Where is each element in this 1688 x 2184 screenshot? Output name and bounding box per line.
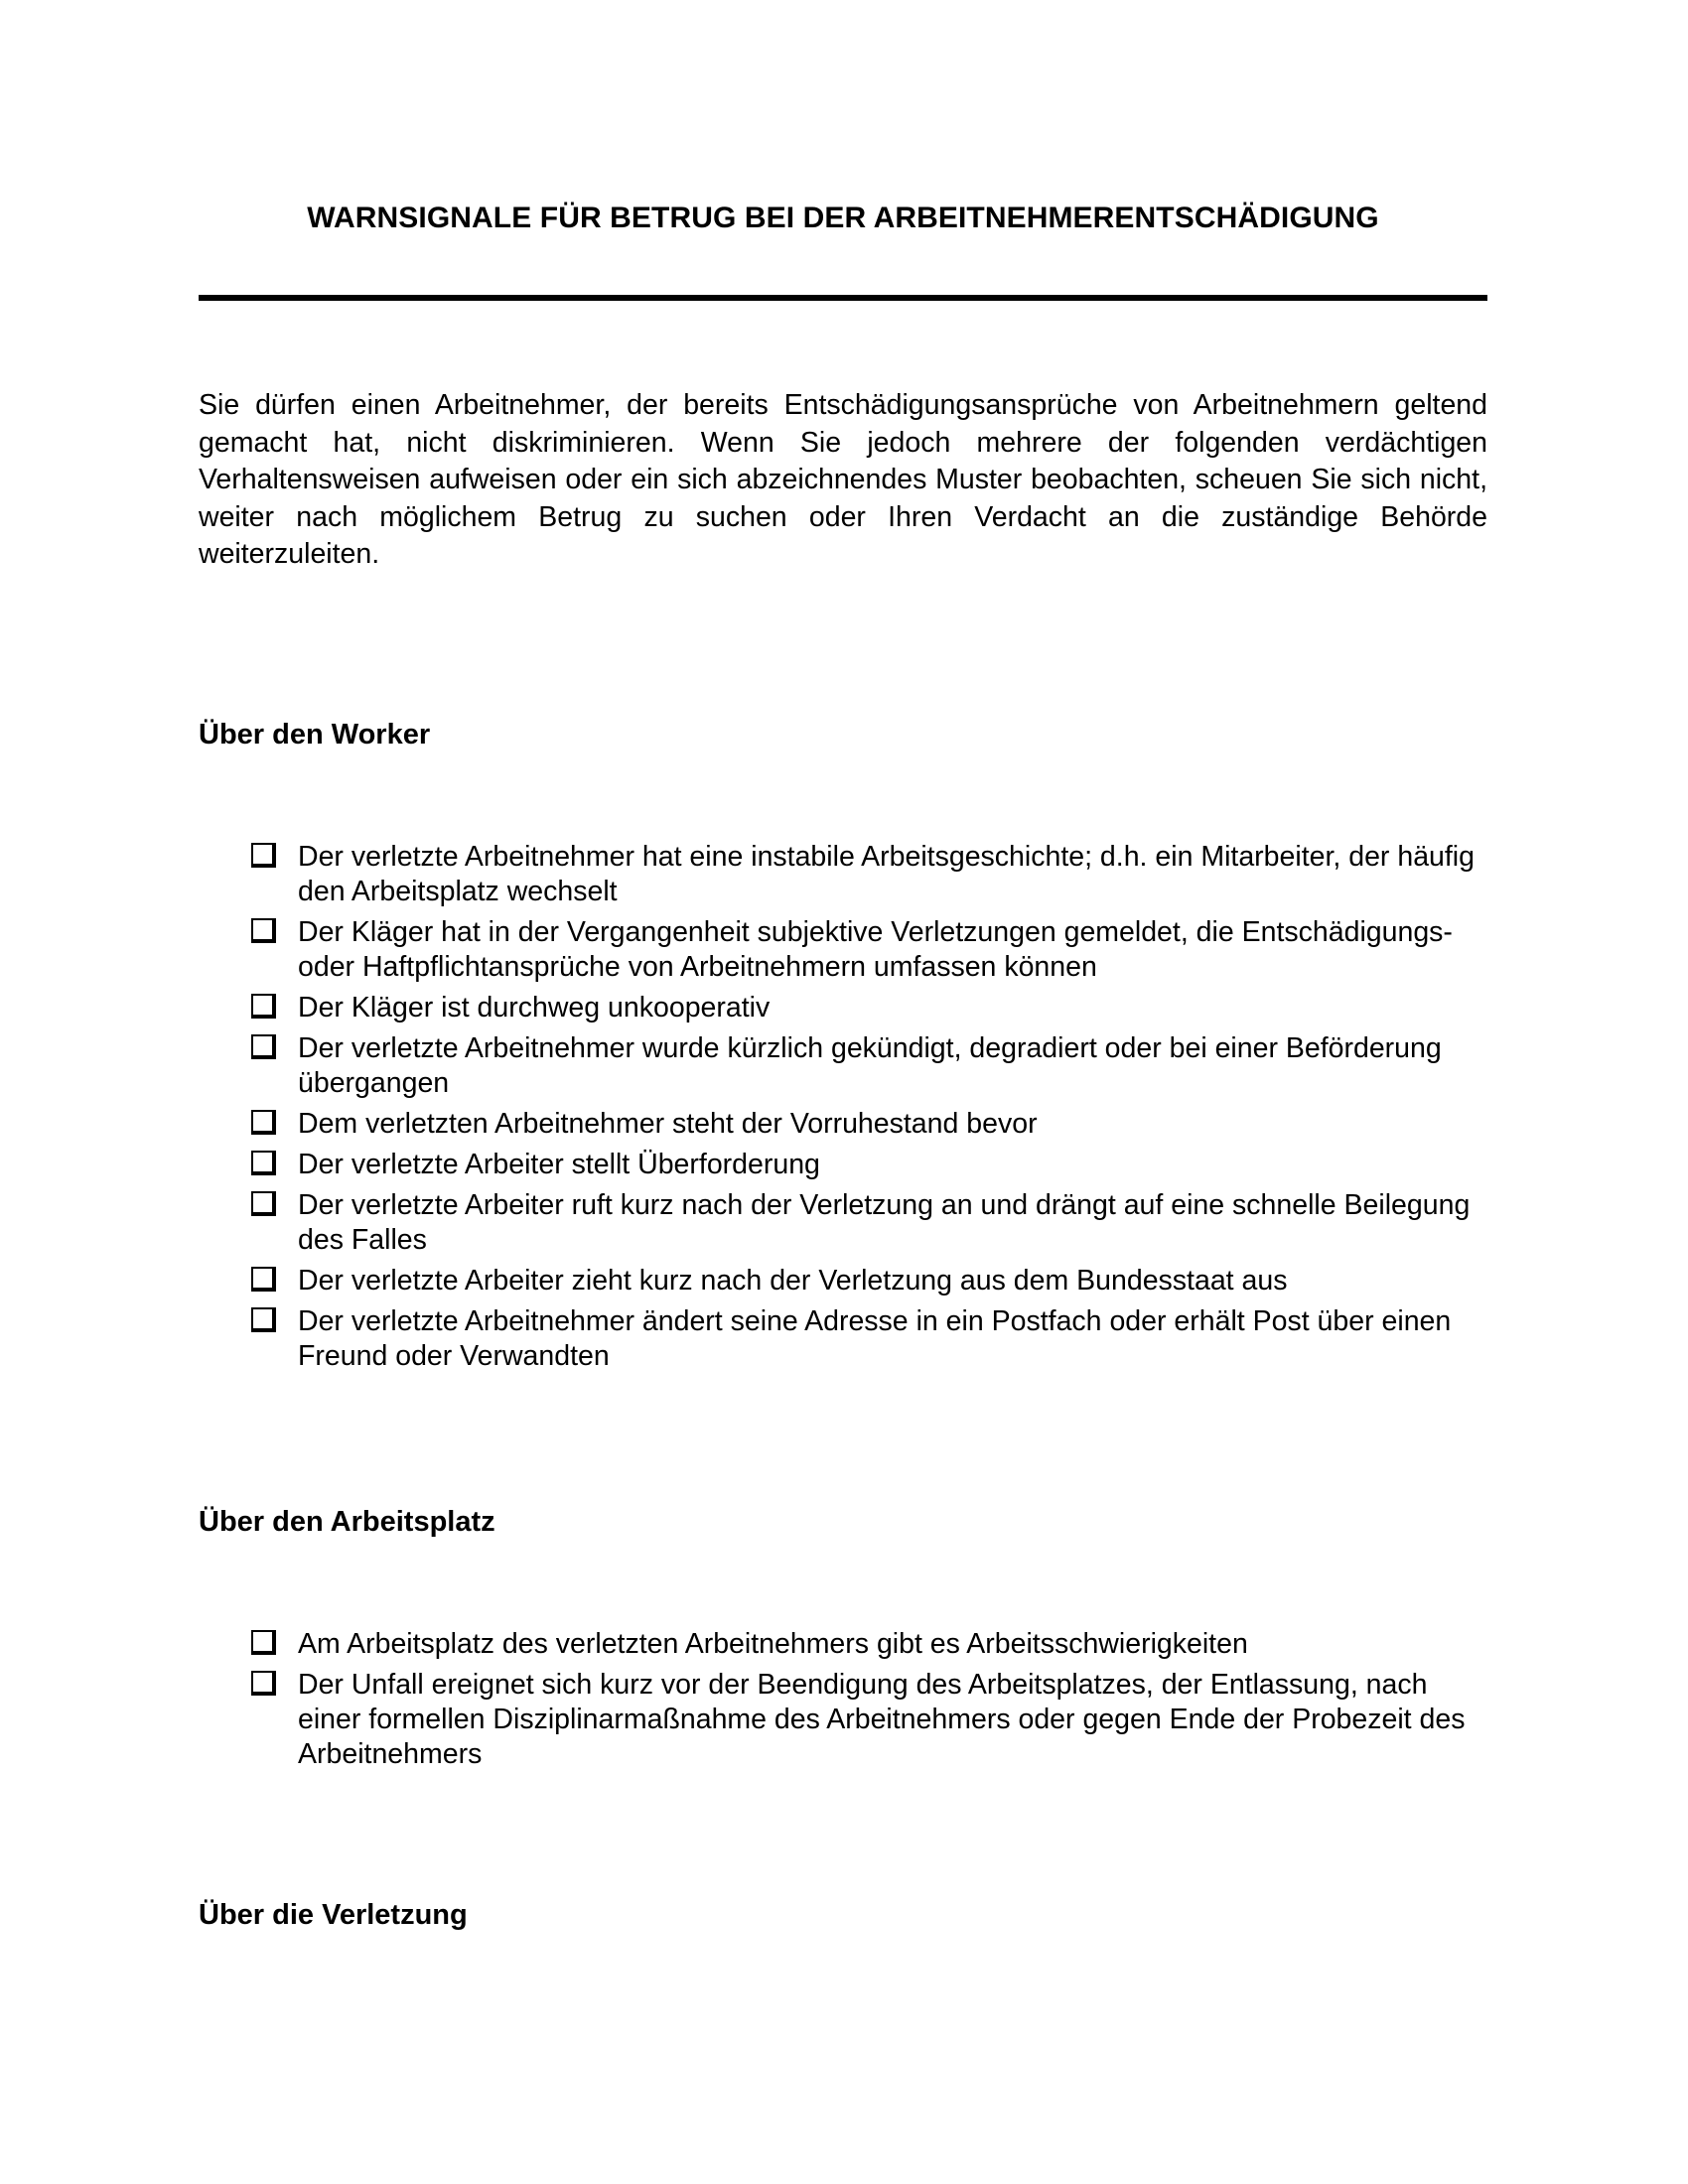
checklist-item (250, 840, 1491, 909)
checklist-worker (250, 840, 1491, 1380)
checklist-item-text: Der verletzte Arbeiter stellt Überforderung (298, 1149, 820, 1180)
checklist-item (250, 1264, 1491, 1298)
checkbox-icon (251, 1267, 276, 1292)
checklist-item-text: Der verletzte Arbeitnehmer hat eine instabile Arbeitsgeschichte; d.h. ein Mitarbeiter, der häufig den Arbeitsplatz wechselt (298, 841, 1475, 907)
checklist-item (250, 1107, 1491, 1142)
section-heading-injury: Über die Verletzung (199, 1899, 468, 1931)
checkbox-icon (251, 918, 276, 943)
checkbox-icon (251, 1034, 276, 1059)
checklist-item-text: Dem verletzten Arbeitnehmer steht der Vorruhestand bevor (298, 1108, 1038, 1140)
title-divider (199, 295, 1487, 301)
section-heading-workplace: Über den Arbeitsplatz (199, 1506, 495, 1538)
checklist-workplace (250, 1627, 1491, 1778)
checklist-item (250, 1668, 1491, 1772)
checkbox-icon (251, 843, 276, 868)
checklist-item-text: Der verletzte Arbeitnehmer ändert seine Adresse in ein Postfach oder erhält Post über einen Freund oder Verwandten (298, 1305, 1452, 1372)
checklist-item (250, 1304, 1491, 1374)
checklist-item-text: Der verletzte Arbeiter zieht kurz nach der Verletzung aus dem Bundesstaat aus (298, 1265, 1288, 1297)
checklist-item-text: Der Unfall ereignet sich kurz vor der Beendigung des Arbeitsplatzes, der Entlassung, nach einer formellen Disziplinarmaßnahme des Arbeitnehmers oder gegen Ende der Probezeit des Arbeitnehmers (298, 1669, 1466, 1770)
checklist-item-text: Der Kläger ist durchweg unkooperativ (298, 992, 771, 1024)
checklist-item (250, 1031, 1491, 1101)
checkbox-icon (251, 1307, 276, 1332)
checkbox-icon (251, 1191, 276, 1216)
checklist-item (250, 915, 1491, 985)
intro-paragraph: Sie dürfen einen Arbeitnehmer, der bereits Entschädigungsansprüche von Arbeitnehmern geltend gemacht hat, nicht diskriminieren. Wenn Sie jedoch mehrere der folgenden verdächtigen Verhaltensweisen aufweisen oder ein sich abzeichnendes Muster beobachten, scheuen Sie sich nicht, weiter nach möglichem Betrug zu suchen oder Ihren Verdacht an die zuständige Behörde weiterzuleiten. (199, 389, 1487, 570)
checklist-item (250, 1148, 1491, 1182)
checklist-item (250, 1188, 1491, 1258)
section-heading-worker: Über den Worker (199, 719, 431, 751)
checklist-item (250, 991, 1491, 1025)
checkbox-icon (251, 1630, 276, 1655)
checklist-item-text: Der Kläger hat in der Vergangenheit subjektive Verletzungen gemeldet, die Entschädigungs- oder Haftpflichtansprüche von Arbeitnehmern umfassen können (298, 916, 1453, 983)
checkbox-icon (251, 1110, 276, 1135)
checklist-item-text: Der verletzte Arbeitnehmer wurde kürzlich gekündigt, degradiert oder bei einer Beförderung übergangen (298, 1032, 1442, 1099)
checkbox-icon (251, 1671, 276, 1696)
checklist-item-text: Am Arbeitsplatz des verletzten Arbeitnehmers gibt es Arbeitsschwierigkeiten (298, 1628, 1248, 1660)
checklist-item (250, 1627, 1491, 1662)
checklist-item-text: Der verletzte Arbeiter ruft kurz nach der Verletzung an und drängt auf eine schnelle Beilegung des Falles (298, 1189, 1471, 1256)
checkbox-icon (251, 1151, 276, 1175)
checkbox-icon (251, 994, 276, 1019)
document-title: WARNSIGNALE FÜR BETRUG BEI DER ARBEITNEHMERENTSCHÄDIGUNG (307, 202, 1379, 234)
